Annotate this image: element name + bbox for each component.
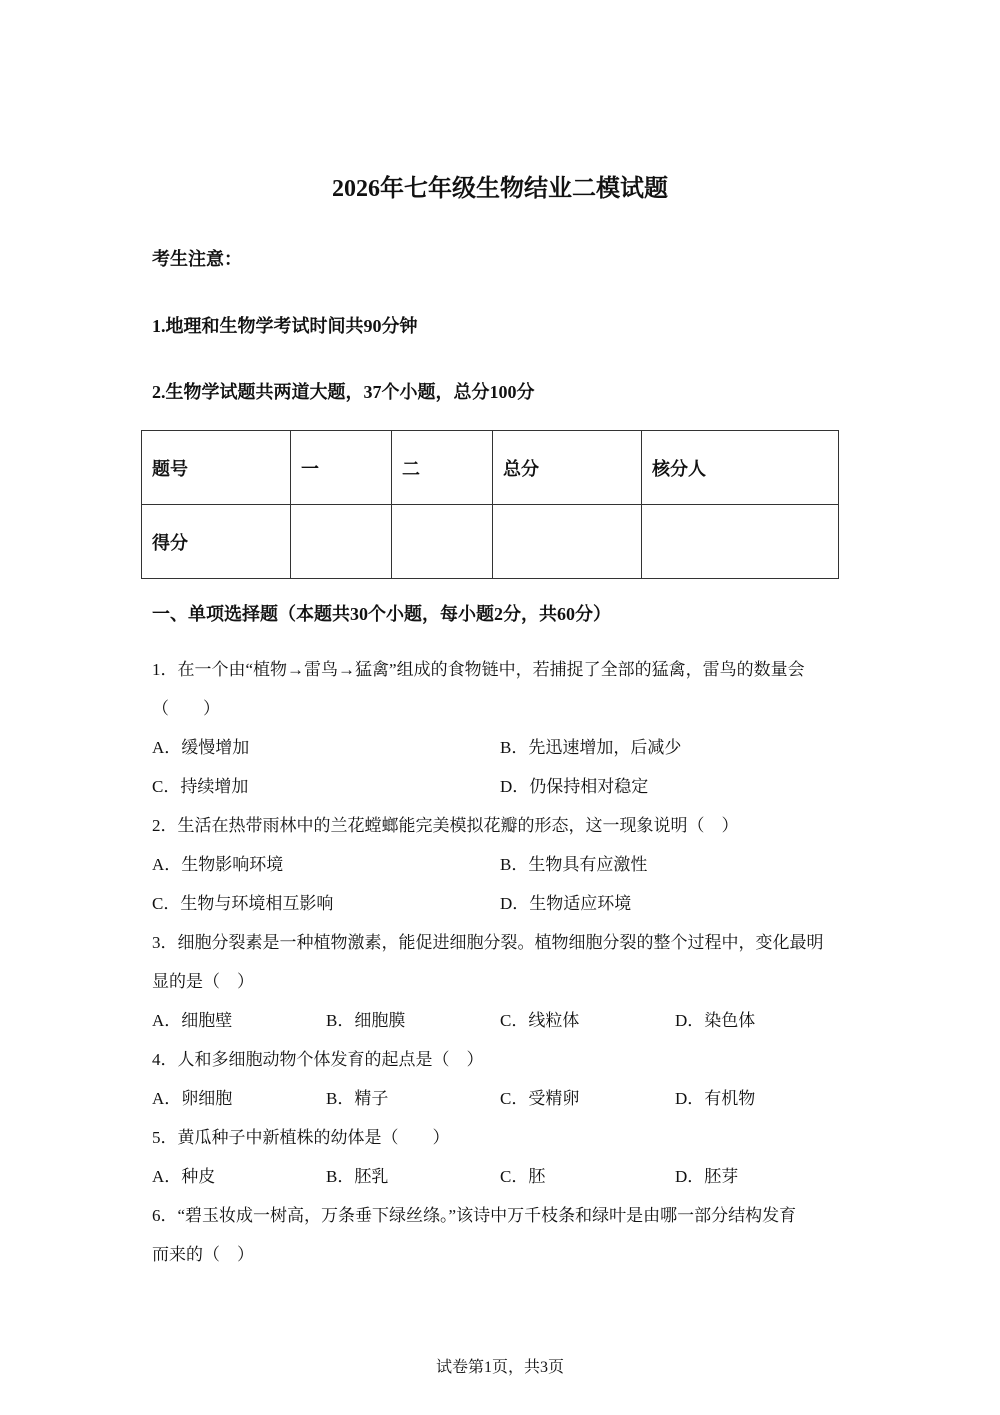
- score-cell[interactable]: [493, 505, 642, 579]
- score-row-label: 得分: [142, 505, 291, 579]
- score-cell[interactable]: [291, 505, 392, 579]
- score-table-header-cell: 题号: [142, 431, 291, 505]
- section-heading: 一、单项选择题（本题共30个小题，每小题2分，共60分）: [152, 604, 611, 624]
- question-3-text-cont: 显的是（ ）: [152, 972, 254, 991]
- score-cell[interactable]: [642, 505, 839, 579]
- question-1-option-d[interactable]: D．仍保持相对稳定: [500, 777, 649, 796]
- score-table-header-cell: 二: [392, 431, 493, 505]
- question-1-text: 1．在一个由“植物→雷鸟→猛禽”组成的食物链中，若捕捉了全部的猛禽，雷鸟的数量会: [152, 660, 805, 679]
- question-4-option-c[interactable]: C．受精卵: [500, 1089, 580, 1108]
- question-3-text: 3．细胞分裂素是一种植物激素，能促进细胞分裂。植物细胞分裂的整个过程中，变化最明: [152, 933, 824, 952]
- score-table: [141, 430, 839, 579]
- score-table-header-cell: 一: [291, 431, 392, 505]
- question-4-option-a[interactable]: A．卵细胞: [152, 1089, 233, 1108]
- question-3-option-a[interactable]: A．细胞壁: [152, 1011, 233, 1030]
- score-table-score-row: [142, 505, 839, 579]
- score-table-header-cell: 核分人: [642, 431, 839, 505]
- question-2-option-a[interactable]: A．生物影响环境: [152, 855, 284, 874]
- notice-heading: 考生注意：: [152, 249, 242, 269]
- question-1-text-cont: （ ）: [152, 699, 220, 718]
- page-footer: 试卷第1页，共3页: [435, 1359, 564, 1376]
- question-4-option-d[interactable]: D．有机物: [675, 1089, 756, 1108]
- question-3-option-b[interactable]: B．细胞膜: [326, 1011, 406, 1030]
- question-5-option-a[interactable]: A．种皮: [152, 1167, 216, 1186]
- question-1-option-b[interactable]: B．先迅速增加，后减少: [500, 738, 682, 757]
- question-2-option-c[interactable]: C．生物与环境相互影响: [152, 894, 334, 913]
- page-title: 2026年七年级生物结业二模试题: [332, 176, 668, 202]
- notice-item-1: 1.地理和生物学考试时间共90分钟: [152, 316, 418, 336]
- question-3-option-c[interactable]: C．线粒体: [500, 1011, 580, 1030]
- question-4-option-b[interactable]: B．精子: [326, 1089, 389, 1108]
- score-cell[interactable]: [392, 505, 493, 579]
- question-5-option-c[interactable]: C．胚: [500, 1167, 546, 1186]
- question-5-text: 5．黄瓜种子中新植株的幼体是（ ）: [152, 1128, 450, 1147]
- question-5-option-b[interactable]: B．胚乳: [326, 1167, 389, 1186]
- question-2-option-d[interactable]: D．生物适应环境: [500, 894, 632, 913]
- notice-item-2: 2.生物学试题共两道大题，37个小题，总分100分: [152, 382, 535, 402]
- question-6-text-cont: 而来的（ ）: [152, 1245, 254, 1264]
- question-1-option-a[interactable]: A．缓慢增加: [152, 738, 250, 757]
- question-3-option-d[interactable]: D．染色体: [675, 1011, 756, 1030]
- question-1-option-c[interactable]: C．持续增加: [152, 777, 249, 796]
- question-2-option-b[interactable]: B．生物具有应激性: [500, 855, 648, 874]
- question-4-text: 4．人和多细胞动物个体发育的起点是（ ）: [152, 1050, 484, 1069]
- question-6-text: 6．“碧玉妆成一树高，万条垂下绿丝绦。”该诗中万千枝条和绿叶是由哪一部分结构发育: [152, 1206, 797, 1225]
- score-table-header-cell: 总分: [493, 431, 642, 505]
- question-5-option-d[interactable]: D．胚芽: [675, 1167, 739, 1186]
- score-table-header-row: [142, 431, 839, 505]
- question-2-text: 2．生活在热带雨林中的兰花螳螂能完美模拟花瓣的形态，这一现象说明（ ）: [152, 816, 739, 835]
